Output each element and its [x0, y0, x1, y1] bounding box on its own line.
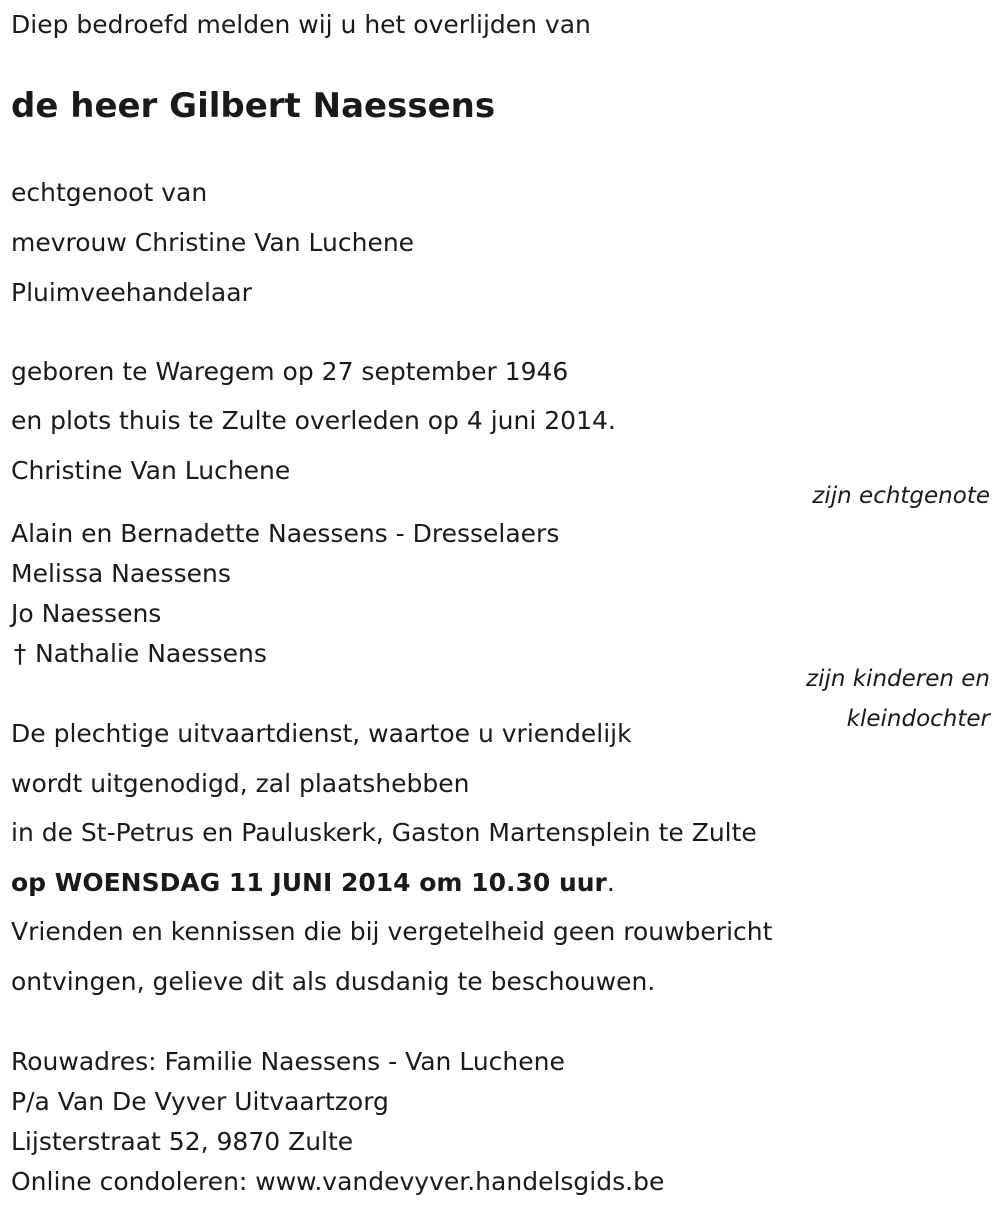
- service-line-1: De plechtige uitvaartdienst, waartoe u vriendelijk: [11, 719, 632, 748]
- service-datetime-suffix: .: [606, 868, 615, 897]
- child-4: [11, 639, 267, 669]
- service-line-6: ontvingen, gelieve dit als dusdanig te beschouwen.: [11, 967, 656, 996]
- child-3: Jo Naessens: [11, 599, 162, 628]
- service-line-5: Vrienden en kennissen die bij vergetelheid geen rouwbericht: [11, 917, 773, 946]
- service-datetime: [11, 868, 615, 898]
- service-line-2: wordt uitgenodigd, zal plaatshebben: [11, 769, 470, 798]
- contact-online: Online condoleren: www.vandevyver.handelsgids.be: [11, 1167, 665, 1196]
- service-datetime-text: op WOENSDAG 11 JUNI 2014 om 10.30 uur: [11, 868, 607, 897]
- profession: Pluimveehandelaar: [11, 278, 252, 307]
- service-line-3: in de St-Petrus en Pauluskerk, Gaston Martensplein te Zulte: [11, 818, 757, 847]
- contact-street: Lijsterstraat 52, 9870 Zulte: [11, 1127, 354, 1156]
- cross-icon: †: [13, 639, 27, 668]
- children-role-line1: zijn kinderen en: [806, 666, 990, 692]
- contact-address-label: Rouwadres: Familie Naessens - Van Luchene: [11, 1047, 565, 1076]
- birth-info: geboren te Waregem op 27 september 1946: [11, 357, 569, 386]
- spouse-intro: echtgenoot van: [11, 178, 208, 207]
- contact-care-of: P/a Van De Vyver Uitvaartzorg: [11, 1087, 389, 1116]
- spouse-name: mevrouw Christine Van Luchene: [11, 228, 415, 257]
- children-role-line2: kleindochter: [846, 706, 990, 732]
- child-2: Melissa Naessens: [11, 559, 231, 588]
- deceased-name: de heer Gilbert Naessens: [11, 86, 496, 126]
- spouse-role: zijn echtgenote: [812, 483, 990, 509]
- intro-text: Diep bedroefd melden wij u het overlijden van: [11, 10, 591, 39]
- survivor-spouse: Christine Van Luchene: [11, 456, 291, 485]
- child-4-name: Nathalie Naessens: [35, 639, 267, 668]
- child-1: Alain en Bernadette Naessens - Dresselaers: [11, 519, 560, 548]
- death-info: en plots thuis te Zulte overleden op 4 juni 2014.: [11, 406, 616, 435]
